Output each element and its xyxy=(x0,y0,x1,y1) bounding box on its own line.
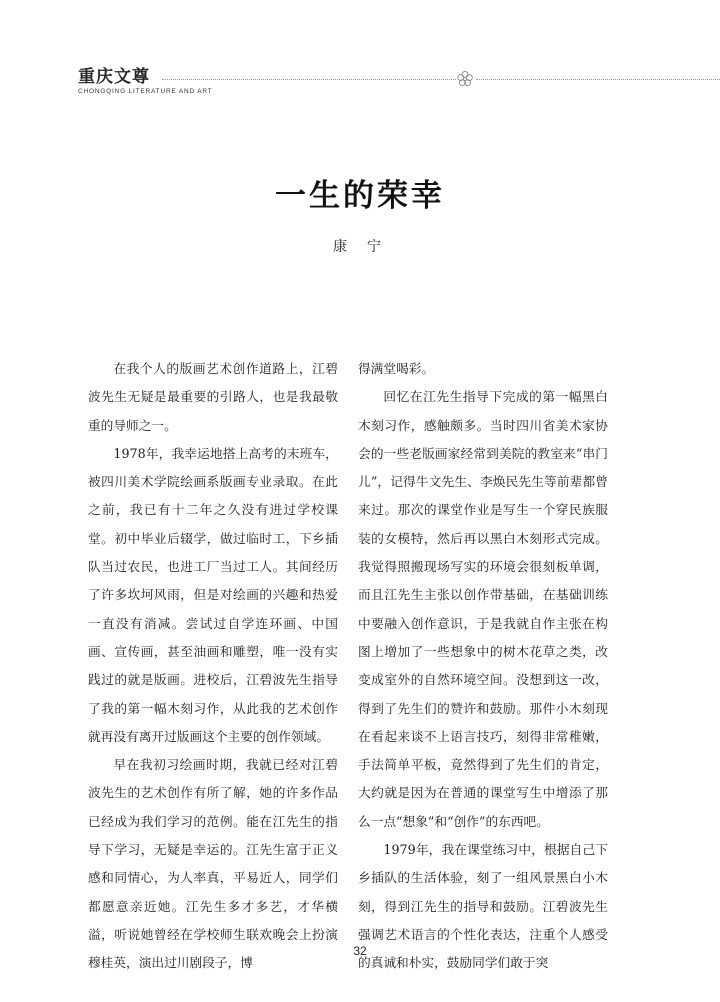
paragraph: 1978年，我幸运地搭上高考的末班车，被四川美术学院绘画系版画专业录取。在此之前，我已有十二年之久没有进过学校课堂。初中毕业后辍学，做过临时工，下乡插队当过农民，也进工厂当过工人。其间经历了许多坎坷风雨，但是对绘画的兴趣和热爱一直没有消减。尝试过自学连环画、中国画、宣传画，甚至油画和雕塑，唯一没有实践过的就是版画。进校后，江碧波先生指导了我的第一幅木刻习作，从此我的艺术创作就再没有离开过版画这个主要的创作领域。 xyxy=(88,445,338,744)
magazine-logo: 重庆文尊 xyxy=(78,67,150,87)
paragraph: 1979年，我在课堂练习中，根据自己下乡插队的生活体验，刻了一组风景黑白小木刻，得到江先生的指导和鼓励。江碧波先生强调艺术语言的个性化表达，注重个人感受的真诚和朴实，鼓励同学们敢于突 xyxy=(358,842,608,971)
body-column-right xyxy=(358,355,608,978)
body-column-left xyxy=(88,355,338,978)
running-header xyxy=(78,62,718,106)
paragraph: 早在我初习绘画时期，我就已经对江碧波先生的艺术创作有所了解，她的许多作品已经成为我们学习的范例。能在江先生的指导下学习，无疑是幸运的。江先生富于正义感和同情心，为人率真，平易近人，同学们都愿意亲近她。江先生多才多艺，才华横溢，听说她曾经在学校师生联欢晚会上扮演穆桂英，演出过川剧段子，博 xyxy=(88,757,338,971)
paragraph: 得满堂喝彩。 xyxy=(358,361,435,376)
flower-ornament-icon xyxy=(456,70,474,88)
page-number: 32 xyxy=(353,944,367,958)
magazine-name-english: CHONGQING LITERATURE AND ART xyxy=(78,88,213,95)
header-dotted-rule-right xyxy=(476,79,720,80)
paragraph: 回忆在江先生指导下完成的第一幅黑白木刻习作，感触颇多。当时四川省美术家协会的一些老版画家经常到美院的教室来“串门儿”，记得牛文先生、李焕民先生等前辈都曾来过。那次的课堂作业是写生一个穿民族服装的女模特，然后再以黑白木刻形式完成。我觉得照搬现场写实的环境会很刻板单调，而且江先生主张以创作带基础，在基础训练中要融入创作意识，于是我就自作主张在构图上增加了一些想象中的树木花草之类，改变成室外的自然环境空间。没想到这一改，得到了先生们的赞许和鼓励。那件小木刻现在看起来谈不上语言技巧，刻得非常稚嫩，手法简单平板，竟然得到了先生们的肯定，大约就是因为在普通的课堂写生中增添了那么一点“想象”和“创作”的东西吧。 xyxy=(358,389,608,829)
article-author: 康宁 xyxy=(333,239,401,255)
header-dotted-rule xyxy=(162,79,456,80)
paragraph: 在我个人的版画艺术创作道路上，江碧波先生无疑是最重要的引路人，也是我最敬重的导师之一。 xyxy=(88,361,338,433)
article-title: 一生的荣幸 xyxy=(275,178,445,214)
